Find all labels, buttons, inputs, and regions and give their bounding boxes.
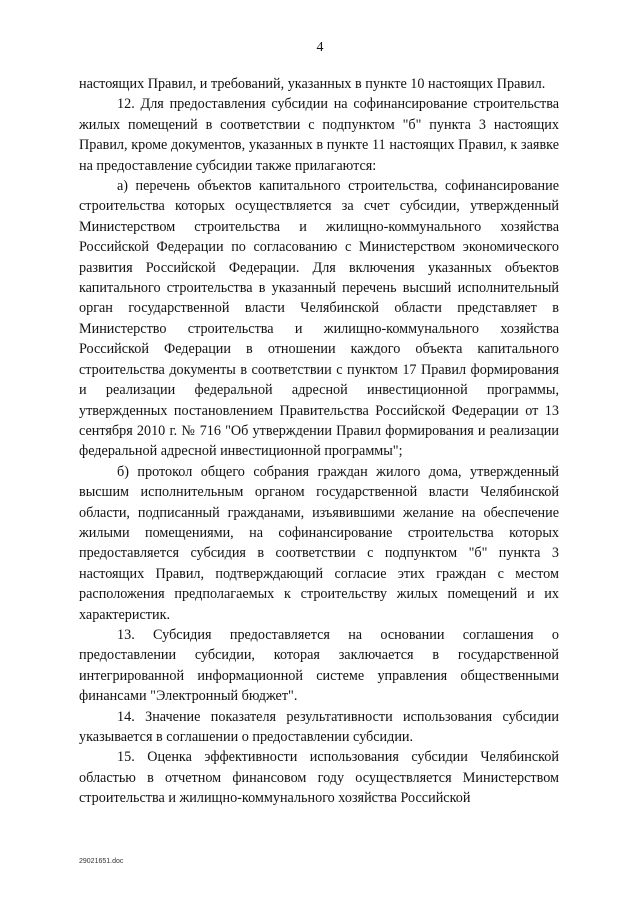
paragraph-continuation: настоящих Правил, и требований, указанных в пункте 10 настоящих Правил. (79, 76, 546, 92)
paragraph-13: 13. Субсидия предоставляется на основании соглашения о предоставлении субсидии, которая заключается в государственной интегрированной информационной системе управления общественными финансами "Электронный бюджет". (79, 626, 559, 705)
paragraph-15: 15. Оценка эффективности использования субсидии Челябинской областью в отчетном финансовом году осуществляется Министерством строительства и жилищно-коммунального хозяйства Российской (79, 749, 559, 807)
paragraph-12-a: а) перечень объектов капитального строительства, софинансирование строительства которых осуществляется за счет субсидии, утвержденный Министерством строительства и жилищно-коммунального хозяйства Российской Федерации по согласованию с Министерством экономического развития Российской Федерации. Для включения указанных объектов капитального строительства в указанный перечень высший исполнительный орган государственной власти Челябинской области представляет в Министерство строительства и жилищно-коммунального хозяйства Российской Федерации в отношении каждого объекта капитального строительства документы в соответствии с пунктом 17 Правил формирования и реализации федеральной адресной инвестиционной программы, утвержденных постановлением Правительства Российской Федерации от 13 сентября 2010 г. № 716 "Об утверждении Правил формирования и реализации федеральной адресной инвестиционной программы"; (79, 178, 559, 460)
document-file-reference: 29021651.doc (79, 858, 124, 865)
paragraph-12: 12. Для предоставления субсидии на софинансирование строительства жилых помещений в соответствии с подпунктом "б" пункта 3 настоящих Правил, кроме документов, указанных в пункте 11 настоящих Правил, к заявке на предоставление субсидии также прилагаются: (79, 96, 559, 174)
paragraph-12-b: б) протокол общего собрания граждан жилого дома, утвержденный высшим исполнительным органом государственной власти Челябинской области, подписанный гражданами, изъявившими желание на обеспечение жилыми помещениями, на софинансирование строительства которых предоставляется субсидия в соответствии с подпунктом "б" пункта 3 настоящих Правил, подтверждающий согласие этих граждан с местом расположения предполагаемых к строительству жилых помещений и их характеристик. (79, 463, 559, 623)
document-body (79, 74, 559, 809)
page-number: 4 (316, 40, 324, 55)
paragraph-14: 14. Значение показателя результативности использования субсидии указывается в соглашении о предоставлении субсидии. (79, 708, 559, 745)
